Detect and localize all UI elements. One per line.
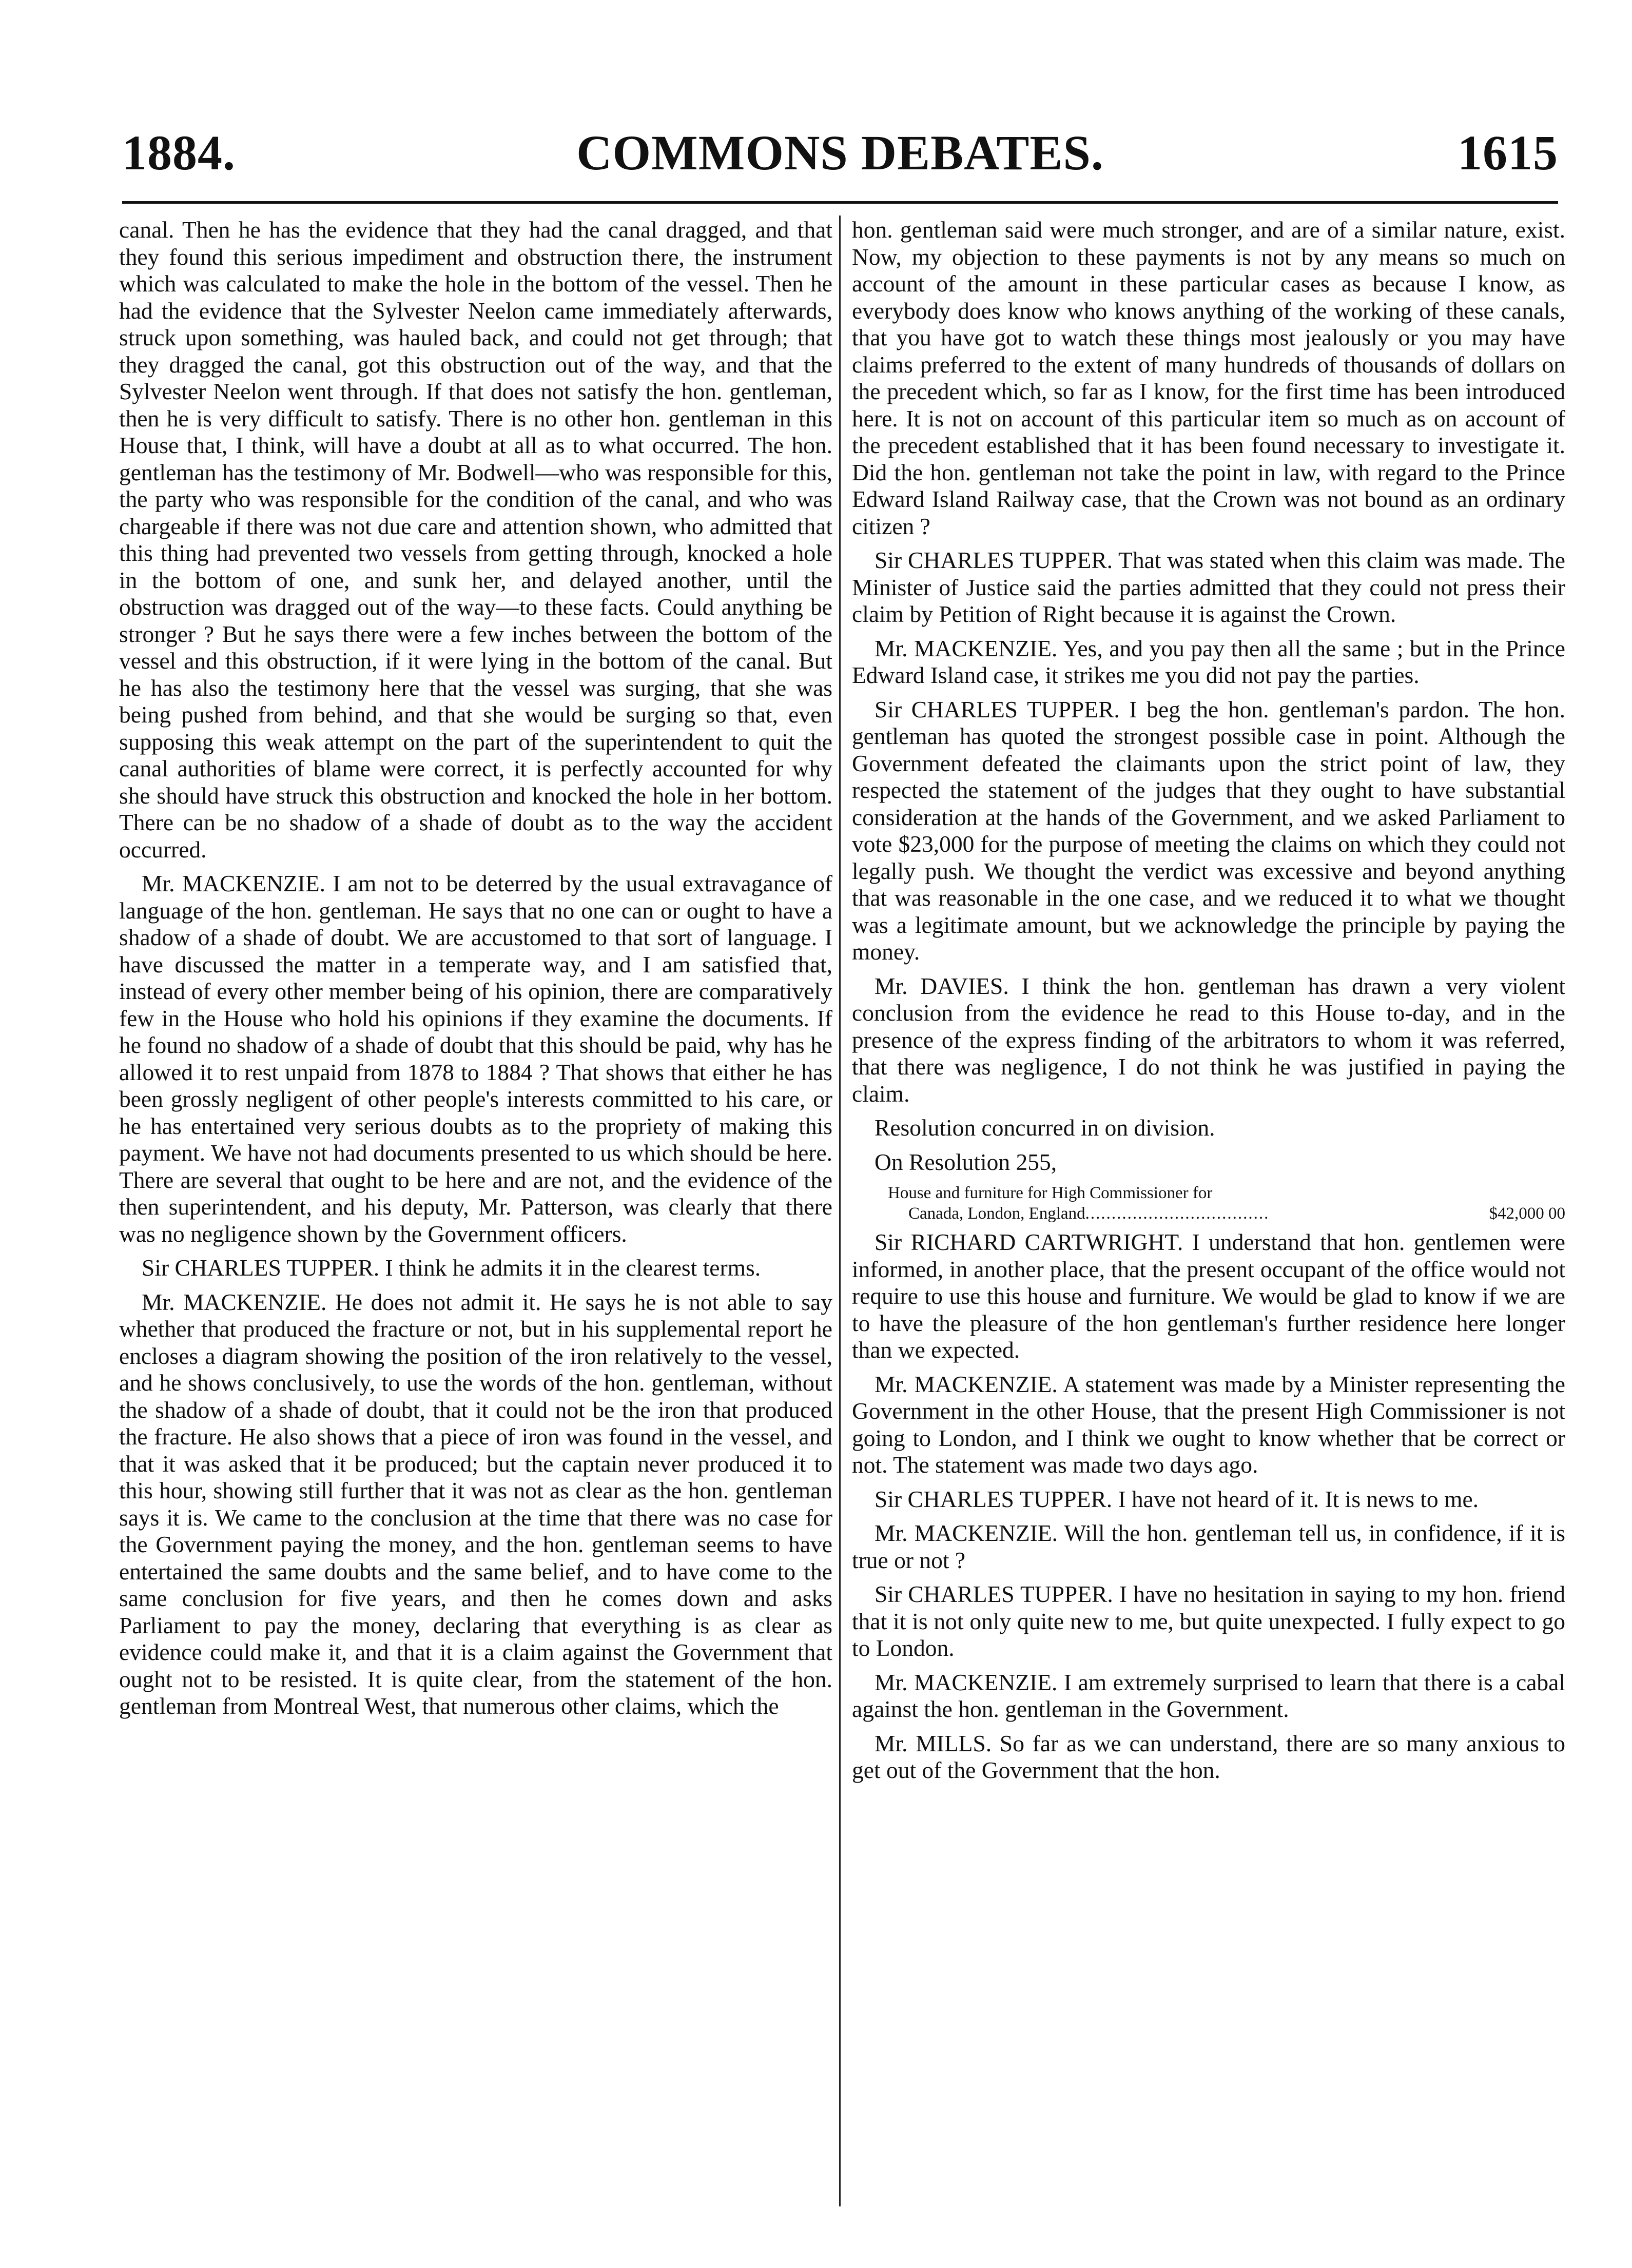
right-paragraph-7: Mr. MACKENZIE. A statement was made by a Minister representing the Government in the other House, that the present High Commissioner is not going to London, and I think we ought to know whether that be correct or not. The statement was made two days ago. bbox=[852, 1371, 1565, 1478]
right-paragraph-6: Sir RICHARD CARTWRIGHT. I understand that hon. gentlemen were informed, in another place, that the present occupant of the office would not require to use this house and furniture. We would be glad to know if we are to have the pleasure of the hon gentleman's further residence here longer than we expected. bbox=[852, 1229, 1565, 1363]
column-divider bbox=[839, 216, 841, 2206]
header-year: 1884. bbox=[122, 125, 236, 180]
left-paragraph-3: Sir CHARLES TUPPER. I think he admits it in the clearest terms. bbox=[142, 1255, 761, 1281]
left-column bbox=[119, 217, 832, 1727]
resolution-heading: On Resolution 255, bbox=[875, 1148, 1057, 1175]
estimate-item bbox=[852, 1183, 1565, 1224]
right-paragraph-12: Mr. MILLS. So far as we can understand, there are so many anxious to get out of the Government that the hon. bbox=[852, 1730, 1565, 1783]
estimate-amount: $42,000 00 bbox=[1489, 1204, 1565, 1223]
header-rule bbox=[122, 201, 1558, 204]
left-paragraph-2: Mr. MACKENZIE. I am not to be deterred by the usual extravagance of language of the hon. gentleman. He says that no one can or ought to have a shadow of a shade of doubt. We are accustomed to that sort of language. I have discussed the matter in a temperate way, and I am satisfied that, instead of every other member being of his opinion, there are comparatively few in the House who hold his opinions if they examine the documents. If he found no shadow of a shade of doubt that this should be paid, why has he allowed it to rest unpaid from 1878 to 1884 ? That shows that either he has been grossly negligent of other people's interests committed to his care, or he has entertained very serious doubts as to the propriety of making this payment. We have not had documents presented to us which should be here. There are several that ought to be here and are not, and the evidence of the then superintendent, and his deputy, Mr. Patterson, was clearly that there was no negligence shown by the Government officers. bbox=[119, 870, 832, 1247]
right-paragraph-4: Sir CHARLES TUPPER. I beg the hon. gentleman's pardon. The hon. gentleman has quoted the strongest possible case in point. Although the Government defeated the claimants upon the strict point of law, they respected the statement of the judges that they ought to have substantial consideration at the hands of the Government, and we asked Parliament to vote $23,000 for the purpose of meeting the claims on which they could not legally push. We thought the verdict was excessive and beyond anything that was reasonable in the one case, and we reduced it to what we thought was a legitimate amount, but we acknowledge the principle by paying the money. bbox=[852, 696, 1565, 965]
resolution-concurred: Resolution concurred in on division. bbox=[875, 1115, 1215, 1141]
estimate-leader-dots: ................................... bbox=[1085, 1204, 1270, 1223]
header-page-number: 1615 bbox=[1458, 125, 1558, 180]
right-paragraph-9: Mr. MACKENZIE. Will the hon. gentleman tell us, in confidence, if it is true or not ? bbox=[852, 1520, 1565, 1573]
page-header bbox=[122, 122, 1558, 194]
estimate-line bbox=[888, 1203, 1565, 1224]
right-paragraph-5: Mr. DAVIES. I think the hon. gentleman has drawn a very violent conclusion from the evidence he read to this House to-day, and in the presence of the express finding of the arbitrators to whom it was referred, that there was negligence, I do not think he was justified in paying the claim. bbox=[852, 972, 1565, 1107]
right-paragraph-3: Mr. MACKENZIE. Yes, and you pay then all the same ; but in the Prince Edward Island case, it strikes me you did not pay the parties. bbox=[852, 635, 1565, 688]
right-paragraph-1: hon. gentleman said were much stronger, and are of a similar nature, exist. Now, my objection to these payments is not by any means so much on account of the amount in these particular cases as because I know, as everybody does know who knows anything of the working of these canals, that you have got to watch these things most jealously or you may have claims preferred to the extent of many hundreds of thousands of dollars on the precedent which, so far as I know, for the first time has been introduced here. It is not on account of this particular item so much as on account of the precedent established that it has been found necessary to investigate it. Did the hon. gentleman not take the point in law, with regard to the Prince Edward Island Railway case, that the Crown was not bound as an ordinary citizen ? bbox=[852, 217, 1565, 539]
left-paragraph-1: canal. Then he has the evidence that they had the canal dragged, and that they found this serious impediment and obstruction there, the instrument which was calculated to make the hole in the bottom of the vessel. Then he had the evidence that the Sylvester Neelon came immediately afterwards, struck upon something, was hauled back, and could not get through; that they dragged the canal, got this obstruction out of the way, and that the Sylvester Neelon went through. If that does not satisfy the hon. gentleman, then he is very difficult to satisfy. There is no other hon. gentleman in this House that, I think, will have a doubt at all as to what occurred. The hon. gentleman has the testimony of Mr. Bodwell—who was responsible for this, the party who was responsible for the condition of the canal, and who was chargeable if there was not due care and attention shown, who admitted that this thing had prevented two vessels from getting through, knocked a hole in the bottom of one, and sunk her, and delayed another, until the obstruction was dragged out of the way—to these facts. Could anything be stronger ? But he says there were a few inches between the bottom of the vessel and this obstruction, if it were lying in the bottom of the canal. But he has also the testimony here that the vessel was surging, that she was being pushed from behind, and that she would be surging so that, even supposing this weak attempt on the part of the superintendent to quit the canal authorities of blame were correct, it is perfectly accounted for why she should have struck this obstruction and knocked the hole in her bottom. There can be no shadow of a shade of doubt as to the way the accident occurred. bbox=[119, 217, 832, 863]
left-paragraph-4: Mr. MACKENZIE. He does not admit it. He says he is not able to say whether that produced the fracture or not, but in his supplemental report he encloses a diagram showing the position of the iron relatively to the vessel, and he shows conclusively, to use the words of the hon. gentleman, without the shadow of a shade of doubt, that it could not be the iron that produced the fracture. He also shows that a piece of iron was found in the vessel, and that it was asked that it be produced; but the captain never produced it to this hour, showing still further that it was not as clear as the hon. gentleman says it is. We came to the conclusion at the time that there was no case for the Government paying the money, and the hon. gentleman seems to have entertained the same doubts and the same belief, and to have come to the same conclusion for five years, and then he comes down and asks Parliament to pay the money, declaring that everything is as clear as evidence could make it, and that it is a claim against the Government that ought not to be resisted. It is quite clear, from the statement of the hon. gentleman from Montreal West, that numerous other claims, which the bbox=[119, 1288, 832, 1719]
right-paragraph-11: Mr. MACKENZIE. I am extremely surprised to learn that there is a cabal against the hon. gentleman in the Government. bbox=[852, 1669, 1565, 1722]
right-paragraph-8: Sir CHARLES TUPPER. I have not heard of it. It is news to me. bbox=[875, 1485, 1479, 1512]
right-paragraph-2: Sir CHARLES TUPPER. That was stated when this claim was made. The Minister of Justice said the parties admitted that they could not press their claim by Petition of Right because it is against the Crown. bbox=[852, 547, 1565, 627]
right-column bbox=[852, 217, 1565, 1791]
estimate-location: Canada, London, England bbox=[908, 1204, 1085, 1223]
right-paragraph-10: Sir CHARLES TUPPER. I have no hesitation in saying to my hon. friend that it is not only quite new to me, but quite unexpected. I fully expect to go to London. bbox=[852, 1581, 1565, 1661]
estimate-description: House and furniture for High Commissioner for bbox=[888, 1184, 1213, 1202]
header-title: COMMONS DEBATES. bbox=[576, 125, 1104, 180]
